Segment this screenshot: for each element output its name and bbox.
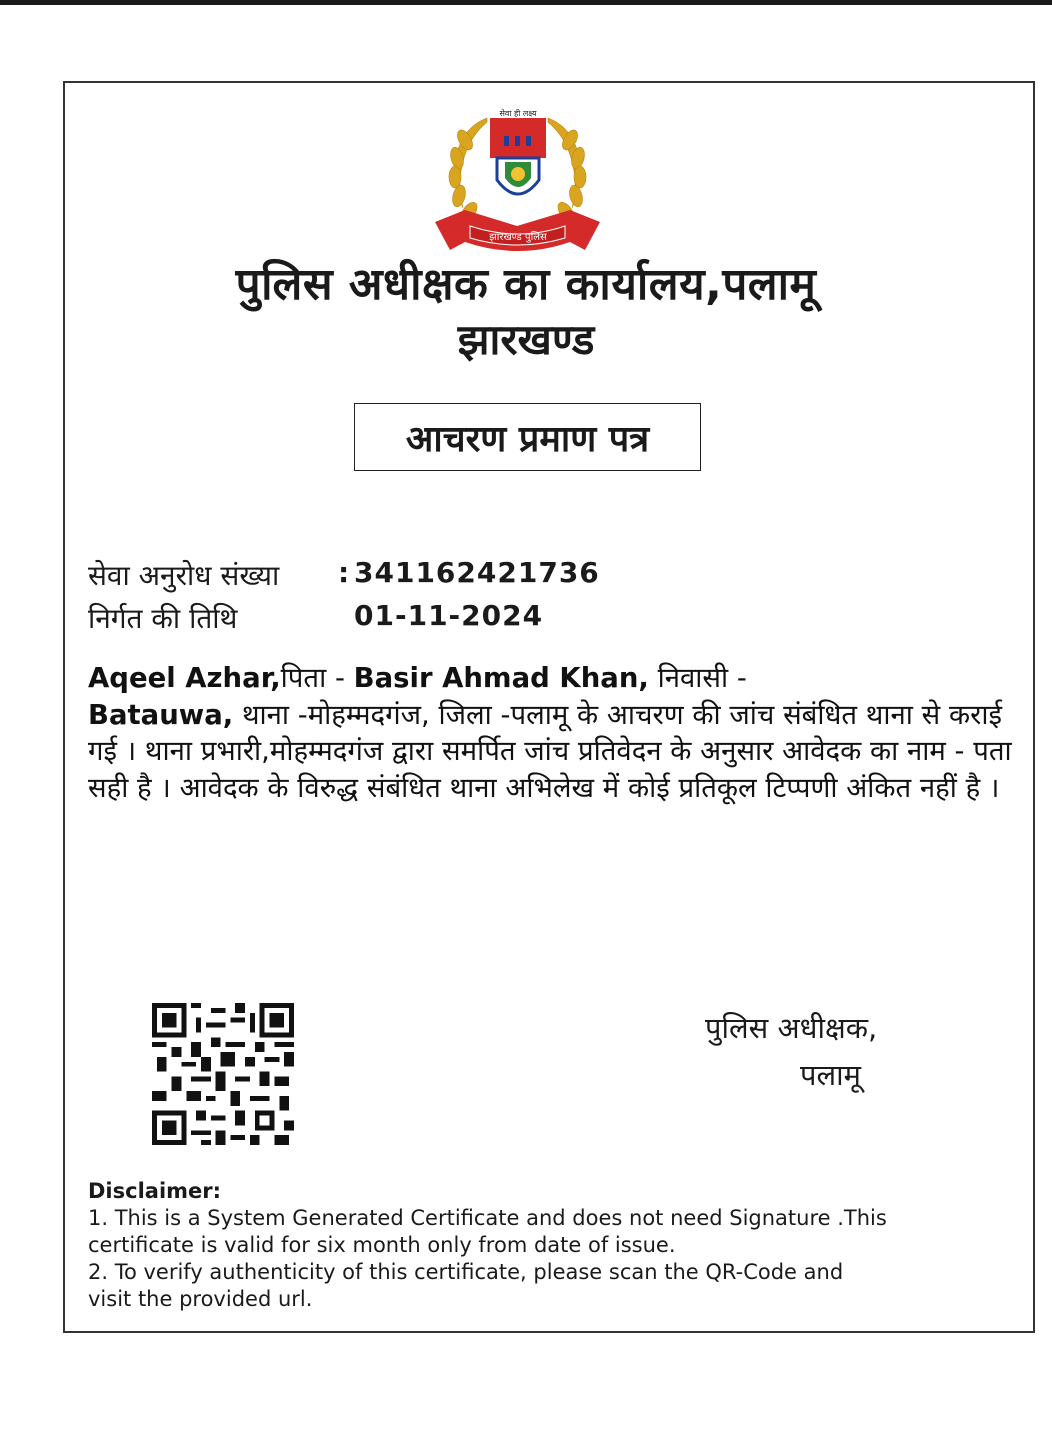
father-name: Basir Ahmad Khan, (353, 662, 649, 694)
request-number-value: 341162421736 (354, 556, 600, 589)
request-number-separator: : (338, 556, 350, 589)
disclaimer-line-2: certificate is valid for six month only from date of issue. (88, 1233, 676, 1257)
office-title: पुलिस अधीक्षक का कार्यालय,पलामू (235, 259, 817, 310)
emblem-ribbon-text: झारखण्ड पुलिस (489, 232, 547, 243)
emblem-motto: सेवा ही लक्ष्य (499, 109, 537, 118)
disclaimer-block (88, 1178, 988, 1313)
signatory-place: पलामू (800, 1058, 861, 1092)
certificate-title-box (354, 403, 701, 471)
certificate-body (88, 660, 1018, 806)
disclaimer-line-1: 1. This is a System Generated Certificate and does not need Signature .This (88, 1206, 887, 1230)
jharkhand-police-emblem (425, 100, 610, 265)
disclaimer-heading: Disclaimer: (88, 1179, 222, 1203)
signatory-title: पुलिस अधीक्षक, (705, 1011, 878, 1045)
issue-date-label: निर्गत की तिथि (88, 602, 238, 635)
issue-date-row (88, 599, 544, 637)
village-name: Batauwa, (88, 698, 234, 731)
disclaimer-line-3: 2. To verify authenticity of this certificate, please scan the QR-Code and (88, 1260, 844, 1284)
office-state: झारखण्ड (457, 315, 595, 364)
body-text: थाना -मोहम्मदगंज, जिला -पलामू के आचरण की जांच संबंधित थाना से कराई गई । थाना प्रभारी,मोहम्मदगंज द्वारा समर्पित जांच प्रतिवेदन के अनुसार आवेदक का नाम - पता सही है । आवेदक के विरुद्ध संबंधित थाना अभिलेख में कोई प्रतिकूल टिप्पणी अंकित नहीं है । (88, 698, 1012, 804)
applicant-name: Aqeel Azhar, (88, 662, 281, 694)
disclaimer-line-4: visit the provided url. (88, 1287, 313, 1311)
request-number-row (88, 556, 600, 594)
issue-date-value: 01-11-2024 (354, 599, 544, 632)
certificate-title: आचरण प्रमाण पत्र (405, 418, 650, 460)
resident-label: निवासी - (648, 662, 747, 694)
request-number-label: सेवा अनुरोध संख्या (88, 559, 280, 592)
father-label: पिता - (280, 662, 354, 694)
qr-code-icon[interactable] (152, 1003, 294, 1145)
top-edge-bar (0, 0, 1052, 5)
